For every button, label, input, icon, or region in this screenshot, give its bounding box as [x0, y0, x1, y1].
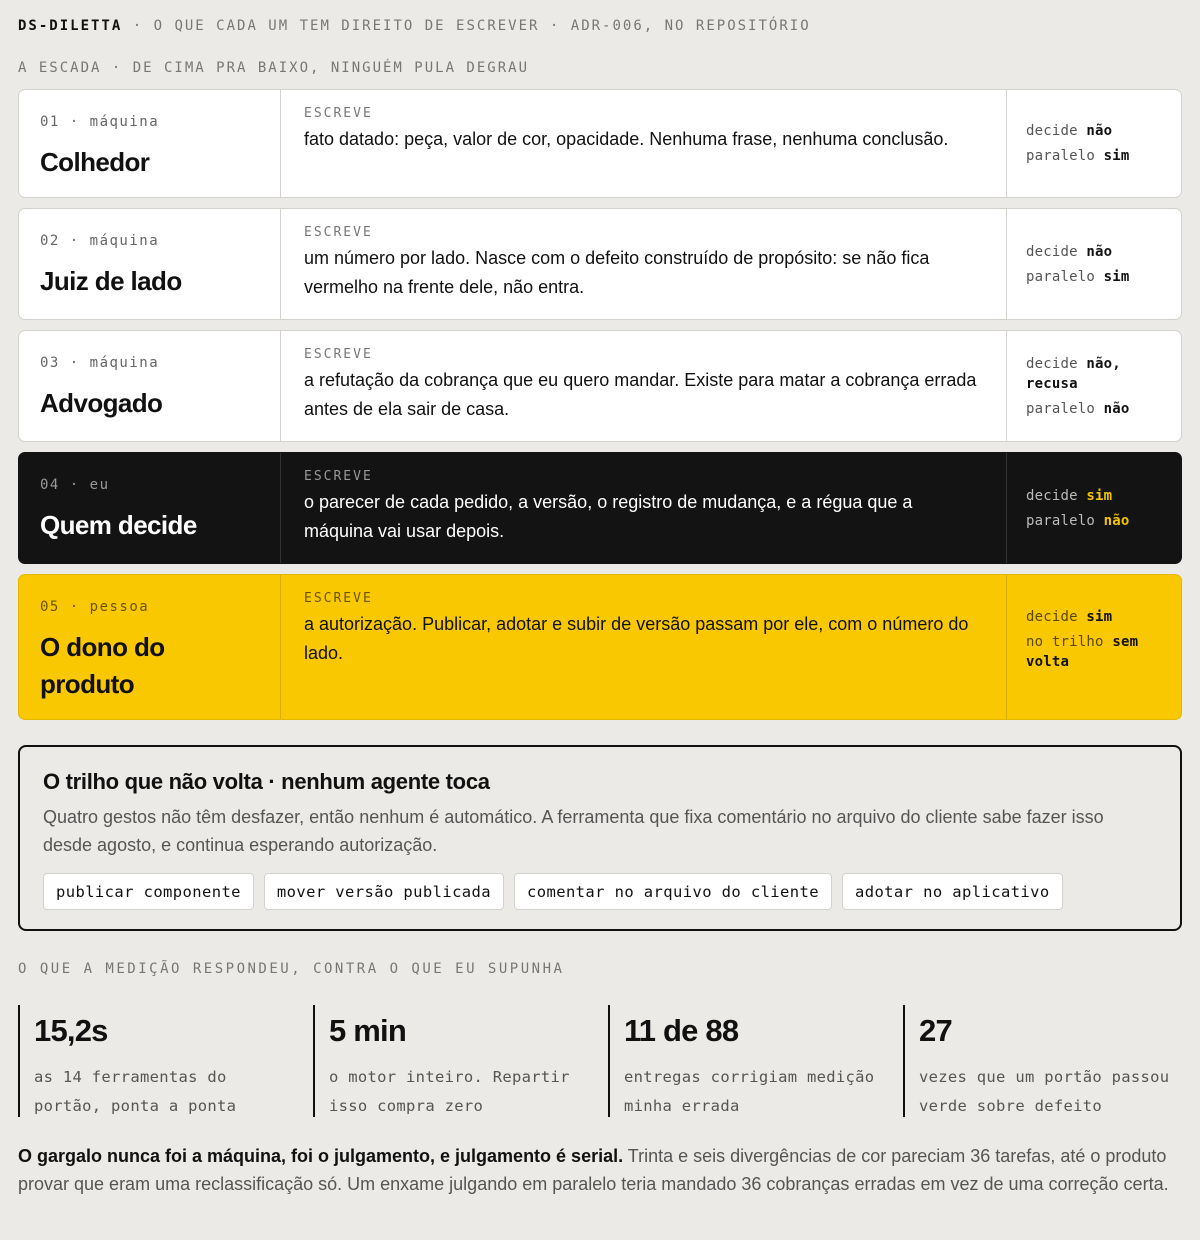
row-number: 05 · pessoa	[40, 599, 150, 615]
stat-description: vezes que um portão passou verde sobre defeito	[919, 1068, 1170, 1115]
measurement-stats	[18, 1005, 1182, 1117]
row-decide: decide sim	[1026, 487, 1113, 504]
row-writes-label: ESCREVE	[304, 225, 373, 240]
stat-item	[313, 1005, 608, 1117]
row-parallel: paralelo sim	[1026, 268, 1130, 285]
row-writes-label: ESCREVE	[304, 106, 373, 121]
row-meta-cell	[1007, 575, 1181, 719]
trail-chips	[43, 873, 1157, 910]
row-meta-cell	[1007, 209, 1181, 319]
ladder-subtitle: A ESCADA · DE CIMA PRA BAIXO, NINGUÉM PULA DEGRAU	[18, 60, 530, 76]
row-decide: decide não	[1026, 123, 1113, 139]
chip-mover-versao-publicada: mover versão publicada	[264, 873, 504, 910]
row-role-cell	[19, 575, 281, 719]
row-writes-text: o parecer de cada pedido, a versão, o registro de mudança, e a régua que a máquina vai usar depois.	[304, 492, 913, 541]
chip-comentar-arquivo-cliente: comentar no arquivo do cliente	[514, 873, 832, 910]
conclusion-lead: O gargalo nunca foi a máquina, foi o julgamento, e julgamento é serial.	[18, 1146, 624, 1166]
row-decide: decide não	[1026, 243, 1113, 260]
row-writes-label: ESCREVE	[304, 591, 373, 606]
ladder-row-quem-decide	[18, 452, 1182, 564]
trail-title: O trilho que não volta · nenhum agente toca	[43, 769, 490, 794]
stat-value: 15,2s	[34, 1013, 108, 1048]
row-writes-text: a autorização. Publicar, adotar e subir de versão passam por ele, com o número do lado.	[304, 614, 969, 663]
row-parallel: paralelo não	[1026, 400, 1130, 417]
row-role: Colhedor	[40, 147, 150, 177]
page-header	[18, 18, 811, 34]
row-role-cell	[19, 90, 281, 197]
row-role-cell	[19, 209, 281, 319]
row-role: O dono do produto	[40, 632, 165, 699]
row-writes-cell	[281, 90, 1007, 197]
trail-body: Quatro gestos não têm desfazer, então nenhum é automático. A ferramenta que fixa comentário no arquivo do cliente sabe fazer isso desde agosto, e continua esperando autorização.	[43, 807, 1104, 855]
row-meta-cell	[1007, 90, 1181, 197]
row-number: 03 · máquina	[40, 355, 160, 371]
row-decide: decide não, recusa	[1026, 355, 1121, 392]
row-parallel: paralelo sim	[1026, 148, 1130, 164]
stat-description: o motor inteiro. Repartir isso compra zero	[329, 1068, 570, 1115]
row-role-cell	[19, 331, 281, 441]
stat-item	[608, 1005, 903, 1117]
stat-description: entregas corrigiam medição minha errada	[624, 1068, 875, 1115]
row-role: Juiz de lado	[40, 266, 182, 296]
row-writes-cell	[281, 331, 1007, 441]
row-writes-text: um número por lado. Nasce com o defeito construído de propósito: se não fica vermelho na frente dele, não entra.	[304, 248, 930, 297]
row-number: 02 · máquina	[40, 233, 160, 249]
row-meta-cell	[1007, 331, 1181, 441]
header-separator: ·	[122, 18, 154, 34]
row-meta-cell	[1007, 453, 1181, 563]
header-separator: ·	[539, 18, 571, 34]
stat-value: 27	[919, 1013, 952, 1048]
row-writes-cell	[281, 209, 1007, 319]
row-role: Quem decide	[40, 510, 197, 540]
row-role: Advogado	[40, 388, 163, 418]
ladder-row-juiz	[18, 208, 1182, 320]
stat-item	[18, 1005, 313, 1117]
row-parallel: paralelo não	[1026, 512, 1130, 529]
row-writes-text: a refutação da cobrança que eu quero mandar. Existe para matar a cobrança errada antes de ela sair de casa.	[304, 370, 977, 419]
chip-adotar-aplicativo: adotar no aplicativo	[842, 873, 1063, 910]
conclusion-rest: Trinta e seis divergências de cor pareciam 36 tarefas, até o produto provar que eram uma reclassificação só. Um enxame julgando em paralelo teria mandado 36 cobranças erradas em vez de uma correção certa.	[18, 1146, 1169, 1194]
brand: DS-DILETTA	[18, 18, 123, 34]
stat-value: 11 de 88	[624, 1013, 739, 1048]
header-title: O QUE CADA UM TEM DIREITO DE ESCREVER	[153, 18, 540, 34]
row-number: 01 · máquina	[40, 114, 160, 130]
row-number: 04 · eu	[40, 477, 110, 493]
ladder-row-advogado	[18, 330, 1182, 442]
conclusion-paragraph	[18, 1142, 1182, 1198]
row-role-cell	[19, 453, 281, 563]
stat-value: 5 min	[329, 1013, 406, 1048]
ladder-row-dono-do-produto	[18, 574, 1182, 720]
chip-publicar-componente: publicar componente	[43, 873, 254, 910]
stat-description: as 14 ferramentas do portão, ponta a ponta	[34, 1068, 237, 1115]
row-writes-text: fato datado: peça, valor de cor, opacidade. Nenhuma frase, nenhuma conclusão.	[304, 129, 949, 149]
row-writes-label: ESCREVE	[304, 469, 373, 484]
no-return-trail-box	[18, 745, 1182, 931]
measurement-title: O QUE A MEDIÇÃO RESPONDEU, CONTRA O QUE EU SUPUNHA	[18, 961, 565, 977]
row-trail: no trilho sem volta	[1026, 634, 1139, 670]
row-writes-label: ESCREVE	[304, 347, 373, 362]
row-writes-cell	[281, 575, 1007, 719]
header-ref: ADR-006, NO REPOSITÓRIO	[570, 18, 811, 34]
stat-item	[903, 1005, 1182, 1117]
ladder-row-colhedor	[18, 89, 1182, 198]
row-writes-cell	[281, 453, 1007, 563]
row-decide: decide sim	[1026, 609, 1113, 625]
